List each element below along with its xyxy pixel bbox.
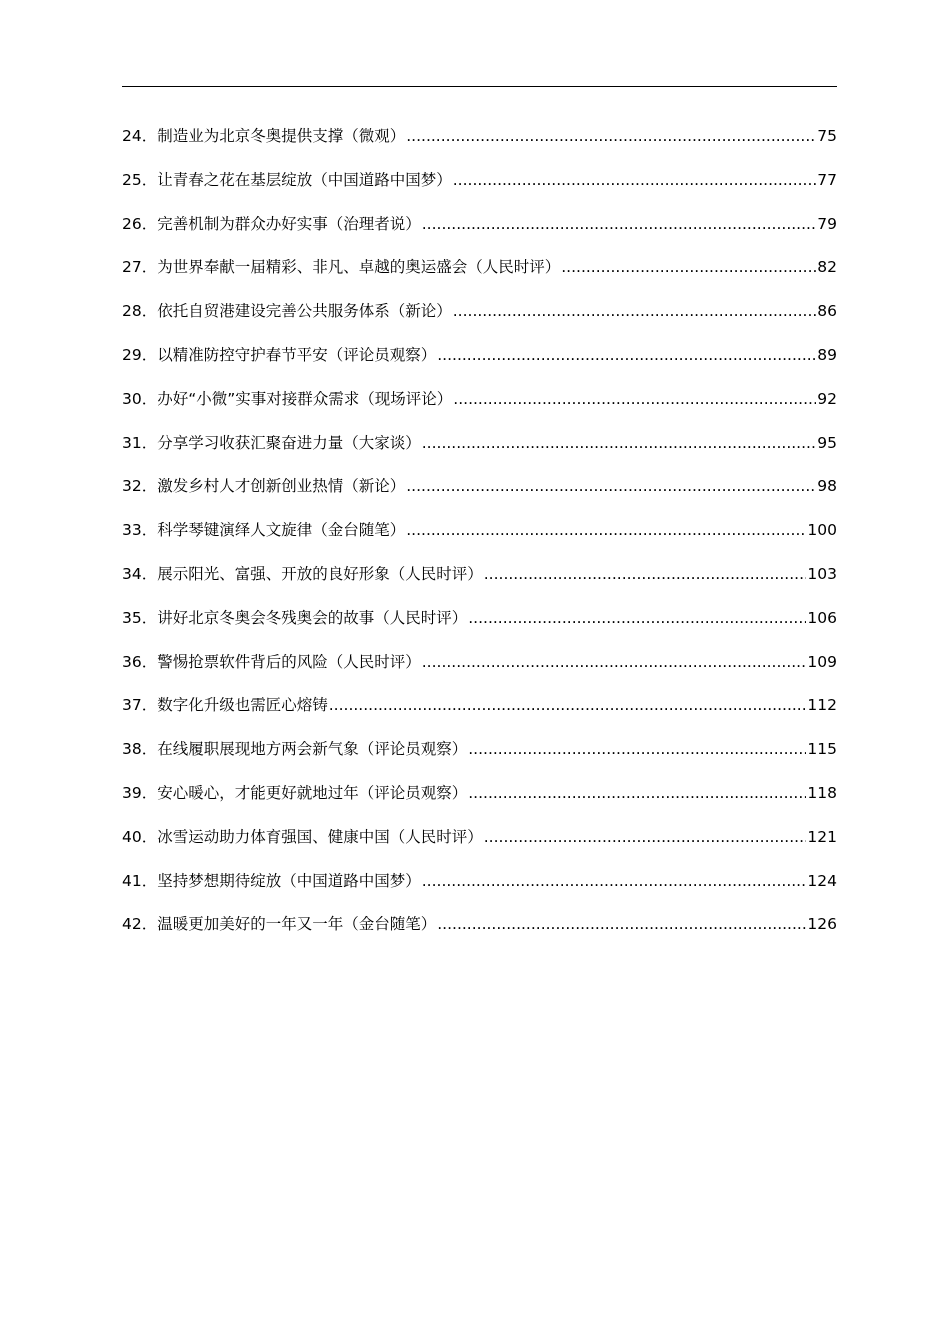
- toc-entry-title: 25．让青春之花在基层绽放（中国道路中国梦）: [122, 170, 452, 189]
- toc-entry-title: 39．安心暖心，才能更好就地过年（评论员观察）: [122, 783, 468, 802]
- toc-entry-title: 33．科学琴键演绎人文旋律（金台随笔）: [122, 521, 406, 540]
- toc-entry-page: 89: [817, 345, 837, 364]
- toc-entry[interactable]: [122, 733, 837, 777]
- toc-leader-dots: [468, 777, 806, 809]
- toc-entry[interactable]: [122, 865, 837, 909]
- toc-entry-title: 31．分享学习收获汇聚奋进力量（大家谈）: [122, 433, 421, 452]
- toc-entry[interactable]: [122, 164, 837, 208]
- toc-entry-title: 24．制造业为北京冬奥提供支撑（微观）: [122, 127, 406, 145]
- toc-entry-page: 112: [807, 696, 837, 715]
- toc-leader-dots: [422, 865, 807, 897]
- toc-entry-title: 37．数字化升级也需匠心熔铸: [122, 696, 328, 715]
- toc-entry-page: 126: [807, 915, 837, 934]
- toc-entry-page: 121: [807, 827, 837, 846]
- toc-entry[interactable]: [122, 208, 837, 252]
- toc-leader-dots: [422, 427, 817, 459]
- toc-entry[interactable]: [122, 339, 837, 383]
- toc-entry-page: 124: [807, 871, 837, 890]
- toc-leader-dots: [453, 164, 817, 196]
- toc-entry-title: 27．为世界奉献一届精彩、非凡、卓越的奥运盛会（人民时评）: [122, 258, 561, 277]
- toc-leader-dots: [406, 514, 806, 546]
- toc-leader-dots: [437, 339, 816, 371]
- toc-entry-page: 115: [807, 740, 837, 759]
- toc-entry-title: 35．讲好北京冬奥会冬残奥会的故事（人民时评）: [122, 608, 468, 627]
- toc-entry-page: 118: [807, 783, 837, 802]
- toc-entry[interactable]: [122, 427, 837, 471]
- toc-leader-dots: [406, 470, 816, 502]
- toc-entry-title: 28．依托自贸港建设完善公共服务体系（新论）: [122, 302, 452, 321]
- toc-entry-title: 41．坚持梦想期待绽放（中国道路中国梦）: [122, 871, 421, 890]
- toc-entry-page: 82: [817, 258, 837, 277]
- toc-entry[interactable]: [122, 821, 837, 865]
- toc-leader-dots: [453, 383, 816, 415]
- table-of-contents: [122, 120, 837, 952]
- toc-entry[interactable]: [122, 383, 837, 427]
- toc-entry-title: 38．在线履职展现地方两会新气象（评论员观察）: [122, 740, 468, 759]
- toc-entry-page: 106: [807, 608, 837, 627]
- toc-entry-title: 40．冰雪运动助力体育强国、健康中国（人民时评）: [122, 827, 483, 846]
- toc-entry-title: 36．警惕抢票软件背后的风险（人民时评）: [122, 652, 421, 671]
- toc-entry[interactable]: [122, 120, 837, 164]
- toc-entry[interactable]: [122, 251, 837, 295]
- toc-entry-page: 79: [817, 214, 837, 233]
- toc-entry-title: 42．温暖更加美好的一年又一年（金台随笔）: [122, 915, 437, 934]
- toc-leader-dots: [422, 646, 807, 678]
- toc-entry-page: 98: [817, 477, 837, 496]
- toc-leader-dots: [329, 689, 807, 721]
- toc-leader-dots: [468, 602, 806, 634]
- toc-entry-title: 30．办好“小微”实事对接群众需求（现场评论）: [122, 389, 453, 408]
- toc-entry-title: 34．展示阳光、富强、开放的良好形象（人民时评）: [122, 564, 483, 583]
- toc-entry-page: 103: [807, 564, 837, 583]
- toc-entry[interactable]: [122, 514, 837, 558]
- toc-entry-page: 95: [817, 433, 837, 452]
- toc-entry-title: 32．激发乡村人才创新创业热情（新论）: [122, 477, 406, 496]
- toc-leader-dots: [484, 821, 807, 853]
- toc-leader-dots: [484, 558, 807, 590]
- toc-entry-page: 92: [817, 389, 837, 408]
- toc-entry-title: 26．完善机制为群众办好实事（治理者说）: [122, 214, 421, 233]
- toc-leader-dots: [453, 295, 817, 327]
- toc-entry[interactable]: [122, 295, 837, 339]
- toc-leader-dots: [468, 733, 806, 765]
- toc-entry[interactable]: [122, 646, 837, 690]
- toc-entry-title: 29．以精准防控守护春节平安（评论员观察）: [122, 345, 437, 364]
- toc-entry[interactable]: [122, 908, 837, 952]
- toc-leader-dots: [437, 908, 806, 940]
- toc-entry[interactable]: [122, 689, 837, 733]
- toc-entry[interactable]: [122, 470, 837, 514]
- toc-entry-page: 109: [807, 652, 837, 671]
- toc-entry-page: 86: [817, 302, 837, 321]
- toc-leader-dots: [422, 208, 817, 240]
- toc-leader-dots: [561, 251, 816, 283]
- header-rule: [122, 86, 837, 87]
- toc-entry[interactable]: [122, 602, 837, 646]
- toc-entry-page: 100: [807, 521, 837, 540]
- toc-entry[interactable]: [122, 558, 837, 602]
- toc-entry-page: 75: [817, 127, 837, 145]
- toc-entry[interactable]: [122, 777, 837, 821]
- toc-entry-page: 77: [817, 170, 837, 189]
- toc-leader-dots: [406, 120, 816, 152]
